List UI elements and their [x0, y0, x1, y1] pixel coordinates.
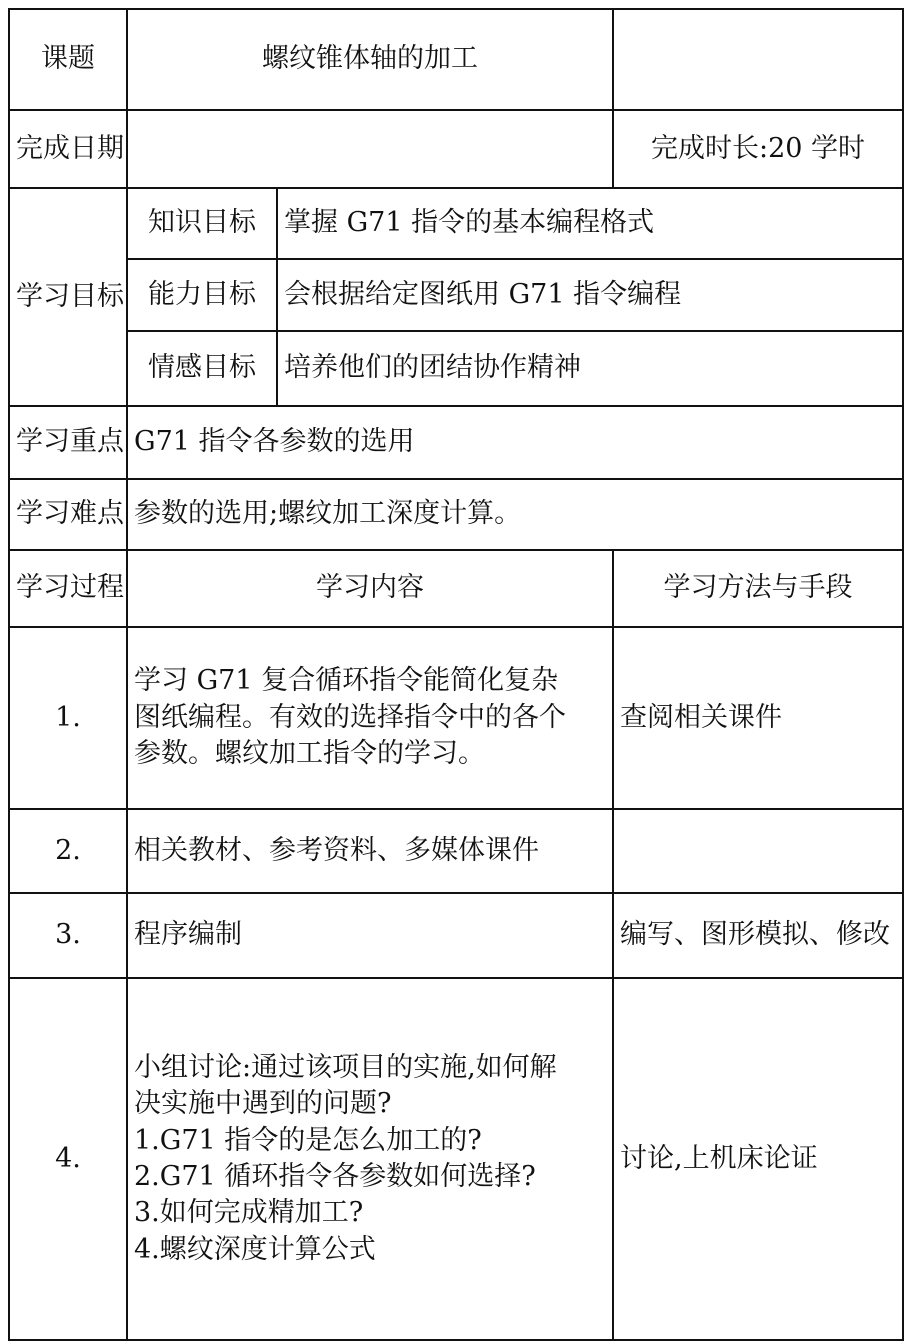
- process-header-col1: 学习过程: [9, 550, 127, 627]
- objective-row-knowledge: [9, 188, 903, 259]
- step-content-line: 3.如何完成精加工?: [134, 1197, 364, 1229]
- step-content-line: 小组讨论:通过该项目的实施,如何解: [134, 1051, 557, 1083]
- step-content: 相关教材、参考资料、多媒体课件: [127, 809, 613, 893]
- step-content-line: 决实施中遇到的问题?: [134, 1088, 392, 1120]
- step-content-line: 学习 G71 复合循环指令能简化复杂: [134, 665, 559, 697]
- step-content: 程序编制: [127, 893, 613, 978]
- difficulty-row: [9, 479, 903, 550]
- step-row-1: [9, 627, 903, 809]
- step-number: 2.: [9, 809, 127, 893]
- step-content-line: 2.G71 循环指令各参数如何选择?: [134, 1161, 536, 1192]
- difficulty-text: 参数的选用;螺纹加工深度计算。: [127, 479, 903, 550]
- process-header-col2: 学习内容: [127, 550, 613, 627]
- topic-row: [9, 9, 903, 110]
- step-method: 编写、图形模拟、修改: [613, 893, 903, 978]
- step-content-line: 1.G71 指令的是怎么加工的?: [134, 1124, 482, 1156]
- step-content-line: 4.螺纹深度计算公式: [134, 1233, 376, 1265]
- process-header-col3: 学习方法与手段: [613, 550, 903, 627]
- step-number: 4.: [9, 978, 127, 1340]
- date-row: [9, 110, 903, 188]
- step-method: [613, 809, 903, 893]
- date-value: [127, 110, 613, 188]
- topic-value: 螺纹锥体轴的加工: [127, 9, 613, 110]
- objective-text: 培养他们的团结协作精神: [277, 331, 903, 406]
- objective-text: 掌握 G71 指令的基本编程格式: [277, 188, 903, 259]
- step-content: [127, 627, 613, 809]
- step-method: 讨论,上机床论证: [613, 978, 903, 1340]
- objective-type: 知识目标: [127, 188, 277, 259]
- topic-empty-cell: [613, 9, 903, 110]
- step-number: 1.: [9, 627, 127, 809]
- key-point-label: 学习重点: [9, 406, 127, 479]
- process-header-row: [9, 550, 903, 627]
- step-row-4: [9, 978, 903, 1340]
- objective-type: 情感目标: [127, 331, 277, 406]
- duration-cell: 完成时长:20 学时: [613, 110, 903, 188]
- step-content-line: 参数。螺纹加工指令的学习。: [134, 738, 485, 770]
- difficulty-label: 学习难点: [9, 479, 127, 550]
- step-number: 3.: [9, 893, 127, 978]
- date-label: 完成日期: [9, 110, 127, 188]
- objective-row-ability: [9, 259, 903, 331]
- step-content: [127, 978, 613, 1340]
- objective-row-emotion: [9, 331, 903, 406]
- objectives-label: 学习目标: [9, 188, 127, 406]
- objective-type: 能力目标: [127, 259, 277, 331]
- objective-text: 会根据给定图纸用 G71 指令编程: [277, 259, 903, 331]
- step-method: 查阅相关课件: [613, 627, 903, 809]
- lesson-plan-table: [8, 8, 904, 1341]
- key-point-text: G71 指令各参数的选用: [127, 406, 903, 479]
- step-row-2: [9, 809, 903, 893]
- step-content-line: 图纸编程。有效的选择指令中的各个: [134, 701, 566, 733]
- key-point-row: [9, 406, 903, 479]
- topic-label: 课题: [9, 9, 127, 110]
- step-row-3: [9, 893, 903, 978]
